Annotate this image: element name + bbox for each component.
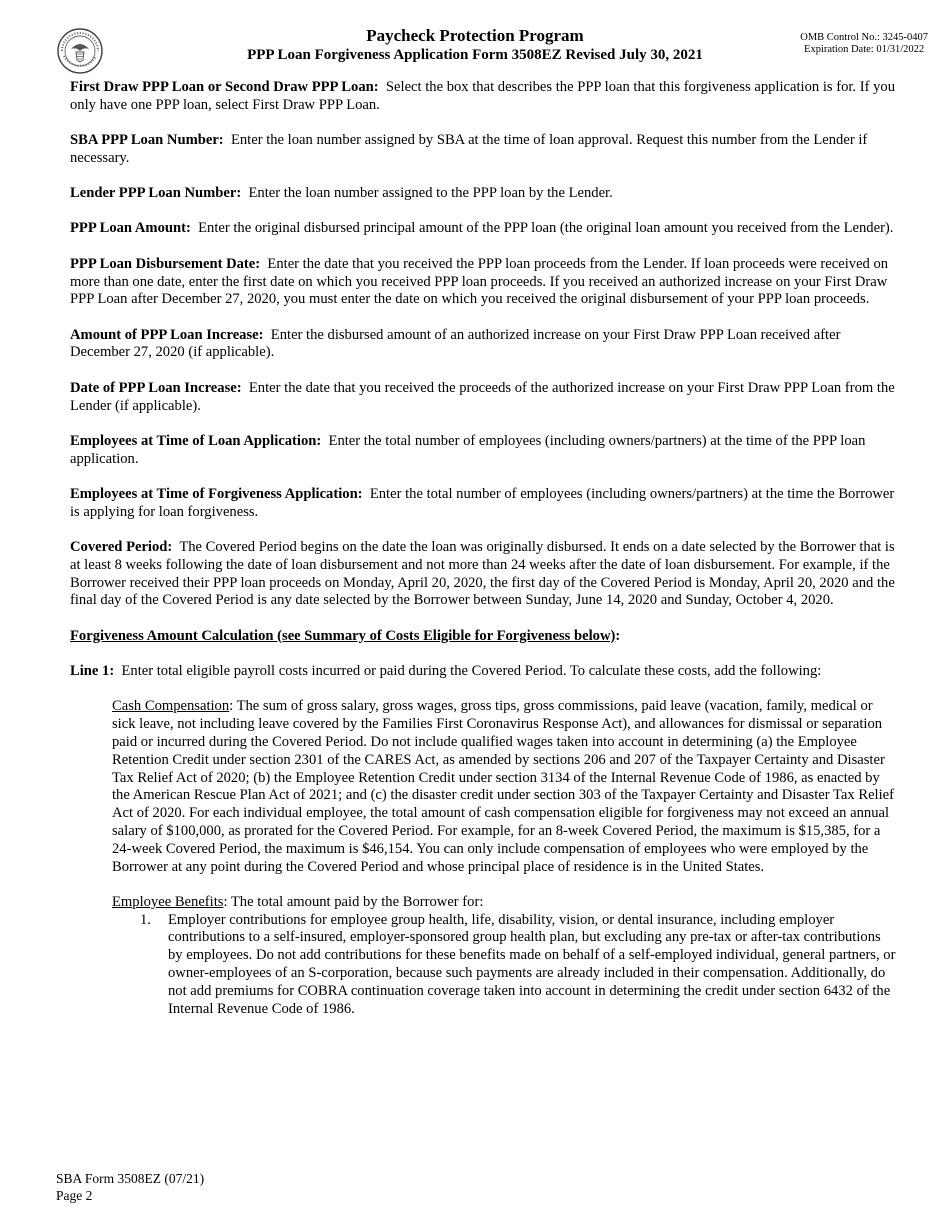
instruction-term: Lender PPP Loan Number: [70, 185, 242, 202]
instruction-employees-loan-app [70, 433, 896, 469]
instructions-body [70, 79, 896, 1018]
instruction-employees-forgiveness-app [70, 486, 896, 522]
instruction-term: Covered Period: [70, 539, 173, 556]
instruction-loan-draw [70, 79, 896, 115]
instruction-term: Date of PPP Loan Increase: [70, 379, 242, 396]
heading-text: Forgiveness Amount Calculation (see Summary of Costs Eligible for Forgiveness below) [70, 627, 616, 644]
omb-info [800, 32, 928, 56]
employee-benefits-term: Employee Benefits [112, 893, 224, 910]
list-item [112, 912, 896, 1019]
page-footer [56, 1170, 204, 1204]
form-subtitle: PPP Loan Forgiveness Application Form 3508EZ Revised July 30, 2021 [247, 47, 703, 63]
instruction-text: Select the box that describes the PPP loan that this forgiveness application is for. If you only have one PPP loan, select First Draw PPP Loan. [70, 79, 895, 113]
instruction-loan-increase-date [70, 380, 896, 416]
instruction-term: SBA PPP Loan Number: [70, 132, 224, 149]
cash-compensation-text: : The sum of gross salary, gross wages, gross tips, gross commissions, paid leave (vacation, family, medical or sick leave, not including leave covered by the Families First Coronavirus Response Act), and allowances for dismissal or separation paid or incurred during the Covered Period. Do not include qualified wages taken into account in determining (a) the Employee Retention Credit under section 2301 of the CARES Act, as amended by sections 206 and 207 of the Taxpayer Certainty and Disaster Tax Relief Act of 2020; (b) the Employee Retention Credit under section 3134 of the Internal Revenue Code of 1986, as enacted by the American Rescue Plan Act of 2021; and (c) the disaster credit under section 303 of the Taxpayer Certainty and Disaster Tax Relief Act of 2020. For each individual employee, the total amount of cash compensation eligible for forgiveness may not exceed an annual salary of $100,000, as prorated for the Covered Period. For example, for an 8-week Covered Period, the maximum is $15,385, for a 24-week Covered Period, the maximum is $46,154. You can only include compensation of employees who were employed by the Borrower at any point during the Covered Period and whose principal place of residence is in the United States. [112, 698, 894, 875]
instruction-text: The Covered Period begins on the date the loan was originally disbursed. It ends on a date selected by the Borrower that is at least 8 weeks following the date of loan disbursement and not more than 24 weeks after the date of loan disbursement. For example, if the Borrower received their PPP loan proceeds on Monday, April 20, 2020, the first day of the Covered Period is Monday, April 20, 2020 and the final day of the Covered Period is any date selected by the Borrower between Sunday, June 14, 2020 and Sunday, October 4, 2020. [70, 539, 895, 609]
instruction-text: Enter the total number of employees (including owners/partners) at the time of the PPP loan application. [70, 432, 866, 467]
instruction-term: Line 1: [70, 663, 115, 680]
instruction-loan-amount [70, 220, 896, 238]
instruction-term: Employees at Time of Loan Application: [70, 432, 322, 449]
instruction-loan-increase-amount [70, 327, 896, 363]
instruction-covered-period [70, 539, 896, 610]
form-number: SBA Form 3508EZ (07/21) [56, 1171, 205, 1186]
instruction-text: Enter the loan number assigned to the PPP loan by the Lender. [248, 185, 613, 202]
forgiveness-calculation-heading [70, 628, 896, 646]
instruction-text: Enter the date that you received the PPP loan proceeds from the Lender. If loan proceeds were received on more than one date, enter the first date on which you received PPP loan proceeds. If you received an authorized increase on your First Draw PPP Loan after December 27, 2020, you must enter the date on which you received the original disbursement of your PPP loan proceeds. [70, 255, 889, 308]
instruction-term: First Draw PPP Loan or Second Draw PPP Loan: [70, 79, 379, 95]
list-item-text: Employer contributions for employee group health, life, disability, vision, or dental insurance, including employer contributions to a self-insured, employer-sponsored group health plan, but excluding any pre-tax or after-tax contributions by employees. Do not add contributions for these benefits made on behalf of a self-employed individual, general partners, or owner-employees of an S-corporation, because such payments are already included in their compensation. Additionally, do not add premiums for COBRA continuation coverage taken into account in determining the credit under section 6432 of the Internal Revenue Code of 1986. [168, 911, 896, 1017]
sba-seal-icon [56, 27, 104, 75]
cash-compensation-paragraph [112, 698, 896, 876]
employee-benefits-list [112, 912, 896, 1019]
instruction-disbursement-date [70, 256, 896, 309]
instruction-sba-loan-number [70, 132, 896, 168]
instruction-term: Amount of PPP Loan Increase: [70, 326, 264, 343]
expiration-date: Expiration Date: 01/31/2022 [804, 44, 925, 55]
employee-benefits-text: : The total amount paid by the Borrower for: [223, 893, 484, 910]
page-title: Paycheck Protection Program [366, 26, 584, 45]
instruction-text: Enter the date that you received the proceeds of the authorized increase on your First Draw PPP Loan from the Lender (if applicable). [70, 379, 895, 414]
cash-compensation-term: Cash Compensation [112, 698, 230, 715]
instruction-text: Enter the total number of employees (including owners/partners) at the time the Borrower is applying for loan forgiveness. [70, 485, 895, 520]
page-number: Page 2 [56, 1188, 93, 1203]
instruction-term: PPP Loan Disbursement Date: [70, 255, 261, 272]
employee-benefits-paragraph [112, 894, 896, 912]
instruction-term: Employees at Time of Forgiveness Application: [70, 485, 363, 502]
instruction-text: Enter the loan number assigned by SBA at the time of loan approval. Request this number from the Lender if necessary. [70, 132, 868, 166]
instruction-line-1 [70, 663, 896, 681]
instruction-term: PPP Loan Amount: [70, 220, 191, 237]
instruction-text: Enter the disbursed amount of an authorized increase on your First Draw PPP Loan received after December 27, 2020 (if applicable). [70, 326, 841, 361]
instruction-lender-loan-number [70, 185, 896, 203]
instruction-text: Enter total eligible payroll costs incurred or paid during the Covered Period. To calculate these costs, add the following: [121, 663, 822, 680]
heading-colon: : [615, 627, 621, 644]
list-item-number: 1. [140, 911, 151, 928]
instruction-text: Enter the original disbursed principal amount of the PPP loan (the original loan amount you received from the Lender). [198, 220, 894, 237]
form-header [200, 26, 750, 65]
omb-control-number: OMB Control No.: 3245-0407 [800, 32, 928, 43]
